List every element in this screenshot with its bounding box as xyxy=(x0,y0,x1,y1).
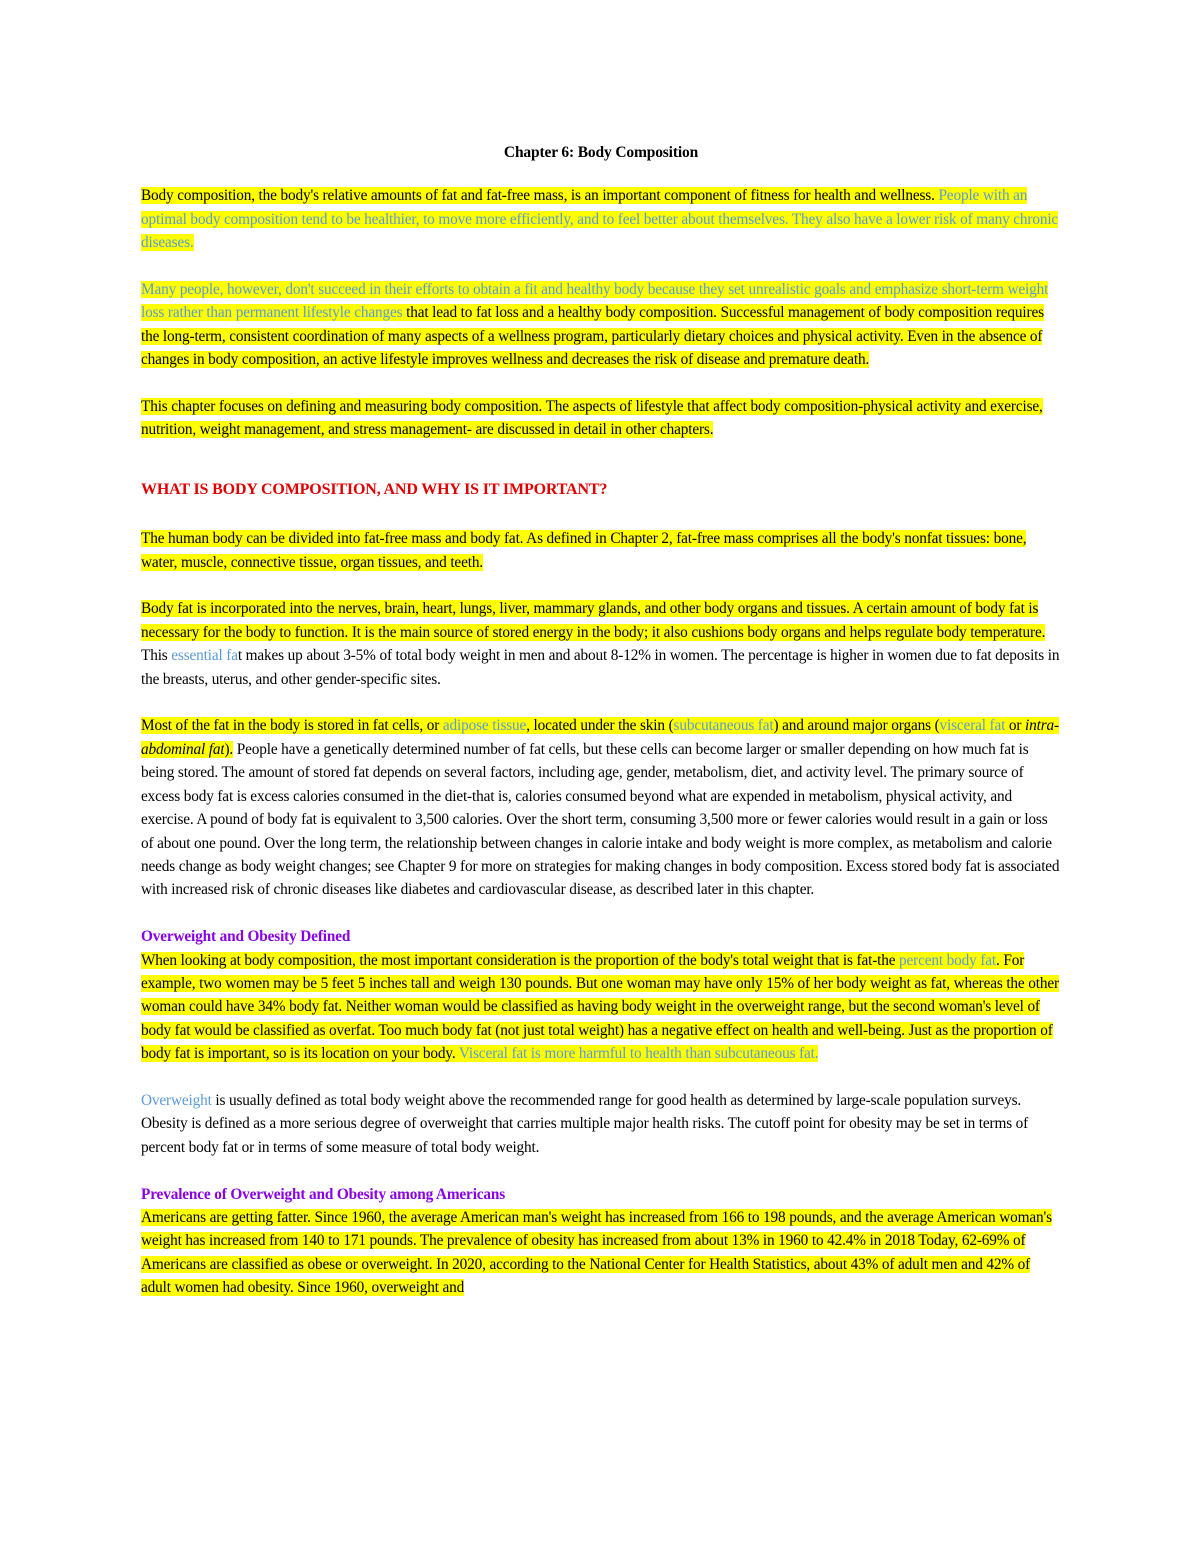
highlighted-text: This chapter focuses on defining and measuring body composition. The aspects of lifestyle that affect body composition-physical activity and exercise, nutrition, weight management, and stress management- are discussed in detail in other chapters. xyxy=(141,398,1043,439)
term-intra-abdominal-fat: intra-abdominal fat xyxy=(141,717,1059,758)
highlighted-blue-text: Many people, however, don't succeed in their efforts to obtain a fit and healthy body because they set unrealistic goals and emphasize short-term weight loss rather than permanent lifestyle changes xyxy=(141,281,1049,322)
paragraph-fat-free-mass xyxy=(141,527,1061,574)
highlighted-text: Americans are getting fatter. Since 1960, the average American man's weight has increased from 166 to 198 pounds, and the average American woman's weight has increased from 140 to 171 pounds. The prevalence of obesity has increased from about 13% in 1960 to 42.4% in 2018 Today, 62-69% of Americans are classified as obese or overweight. In 2020, according to the National Center for Health Statistics, about 43% of adult men and 42% of adult women had obesity. Since 1960, overweight and xyxy=(141,1208,1052,1297)
highlighted-text: The human body can be divided into fat-free mass and body fat. As defined in Chapter 2, fat-free mass comprises all the body's nonfat tissues: bone, water, muscle, connective tissue, organ tissues, and teeth. xyxy=(141,530,1027,571)
paragraph-management xyxy=(141,278,1061,372)
highlighted-text: that lead to fat loss and a healthy body composition. Successful management of body composition requires the long-term, consistent coordination of many aspects of a wellness program, particularly dietary choices and physical activity. Even in the absence of changes in body composition, an active lifestyle improves wellness and decreases the risk of disease and premature death. xyxy=(141,304,1044,369)
paragraph-fat-storage xyxy=(141,714,1061,901)
term-adipose-tissue: adipose tissue xyxy=(442,717,527,735)
highlighted-text: Body composition, the body's relative amounts of fat and fat-free mass, is an important component of fitness for health and wellness. xyxy=(141,187,939,205)
paragraph-prevalence xyxy=(141,1206,1061,1300)
paragraph-body-fat xyxy=(141,597,1061,691)
paragraph-chapter-focus xyxy=(141,395,1061,442)
term-percent-body-fat: percent body fat xyxy=(899,951,997,969)
highlighted-text: or xyxy=(1005,717,1026,735)
term-overweight: Overweight xyxy=(141,1091,212,1109)
highlighted-text: ) and around major organs ( xyxy=(773,717,940,735)
term-essential-fat: essential fa xyxy=(171,647,238,665)
term-visceral-fat: visceral fat xyxy=(939,717,1006,735)
text: This xyxy=(141,647,172,665)
highlighted-blue-text: People with an optimal body composition tend to be healthier, to move more efficiently, and to feel better about themselves. They also have a lower risk of many chronic diseases. xyxy=(141,187,1059,252)
text: t makes up about 3-5% of total body weight in men and about 8-12% in women. The percentage is higher in women due to fat deposits in the breasts, uterus, and other gender-specific sites. xyxy=(141,647,1060,688)
subsection-heading: Overweight and Obesity Defined xyxy=(141,928,351,946)
paragraph-percent-body-fat xyxy=(141,949,1061,1066)
text: People have a genetically determined number of fat cells, but these cells can become larger or smaller depending on how much fat is being stored. The amount of stored fat depends on several factors, including age, gender, metabolism, diet, and activity level. The primary source of excess body fat is excess calories consumed in the diet-that is, calories consumed beyond what are expended in metabolism, physical activity, and exercise. A pound of body fat is equivalent to 3,500 calories. Over the short term, consuming 3,500 more or fewer calories would result in a gain or loss of about one pound. Over the long term, the relationship between changes in calorie intake and body weight is more complex, as metabolism and calorie needs change as body weight changes; see Chapter 9 for more on strategies for making changes in body composition. Excess stored body fat is associated with increased risk of chronic diseases like diabetes and cardiovascular disease, as described later in this chapter. xyxy=(141,740,1060,899)
section-heading: WHAT IS BODY COMPOSITION, AND WHY IS IT IMPORTANT? xyxy=(141,480,608,498)
highlighted-text: , located under the skin ( xyxy=(526,717,674,735)
highlighted-text: When looking at body composition, the most important consideration is the proportion of the body's total weight that is fat-the xyxy=(141,951,900,969)
term-subcutaneous-fat: subcutaneous fat xyxy=(673,717,774,735)
subsection-heading: Prevalence of Overweight and Obesity among Americans xyxy=(141,1185,506,1203)
highlighted-text: Body fat is incorporated into the nerves, brain, heart, lungs, liver, mammary glands, and other body organs and tissues. A certain amount of body fat is necessary for the body to function. It is the main source of stored energy in the body; it also cushions body organs and helps regulate body temperature. xyxy=(141,600,1046,641)
paragraph-overweight-definition xyxy=(141,1089,1061,1159)
highlighted-text: ). xyxy=(224,740,234,758)
document-body xyxy=(141,141,1061,1300)
highlighted-text: Most of the fat in the body is stored in fat cells, or xyxy=(141,717,443,735)
highlighted-text: . For example, two women may be 5 feet 5 inches tall and weigh 130 pounds. But one woman may have only 15% of her body weight as fat, whereas the other woman could have 34% body fat. Neither woman would be classified as having body weight in the overweight range, but the second woman's level of body fat would be classified as overfat. Too much body fat (not just total weight) has a negative effect on health and well-being. Just as the proportion of body fat is important, so is its location on your body. xyxy=(141,951,1059,1063)
highlighted-blue-text: Visceral fat is more harmful to health than subcutaneous fat. xyxy=(458,1045,819,1063)
text: is usually defined as total body weight above the recommended range for good health as determined by large-scale population surveys. Obesity is defined as a more serious degree of overweight that carries multiple major health risks. The cutoff point for obesity may be set in terms of percent body fat or in terms of some measure of total body weight. xyxy=(141,1091,1029,1156)
chapter-title: Chapter 6: Body Composition xyxy=(503,144,699,161)
paragraph-intro xyxy=(141,184,1061,254)
